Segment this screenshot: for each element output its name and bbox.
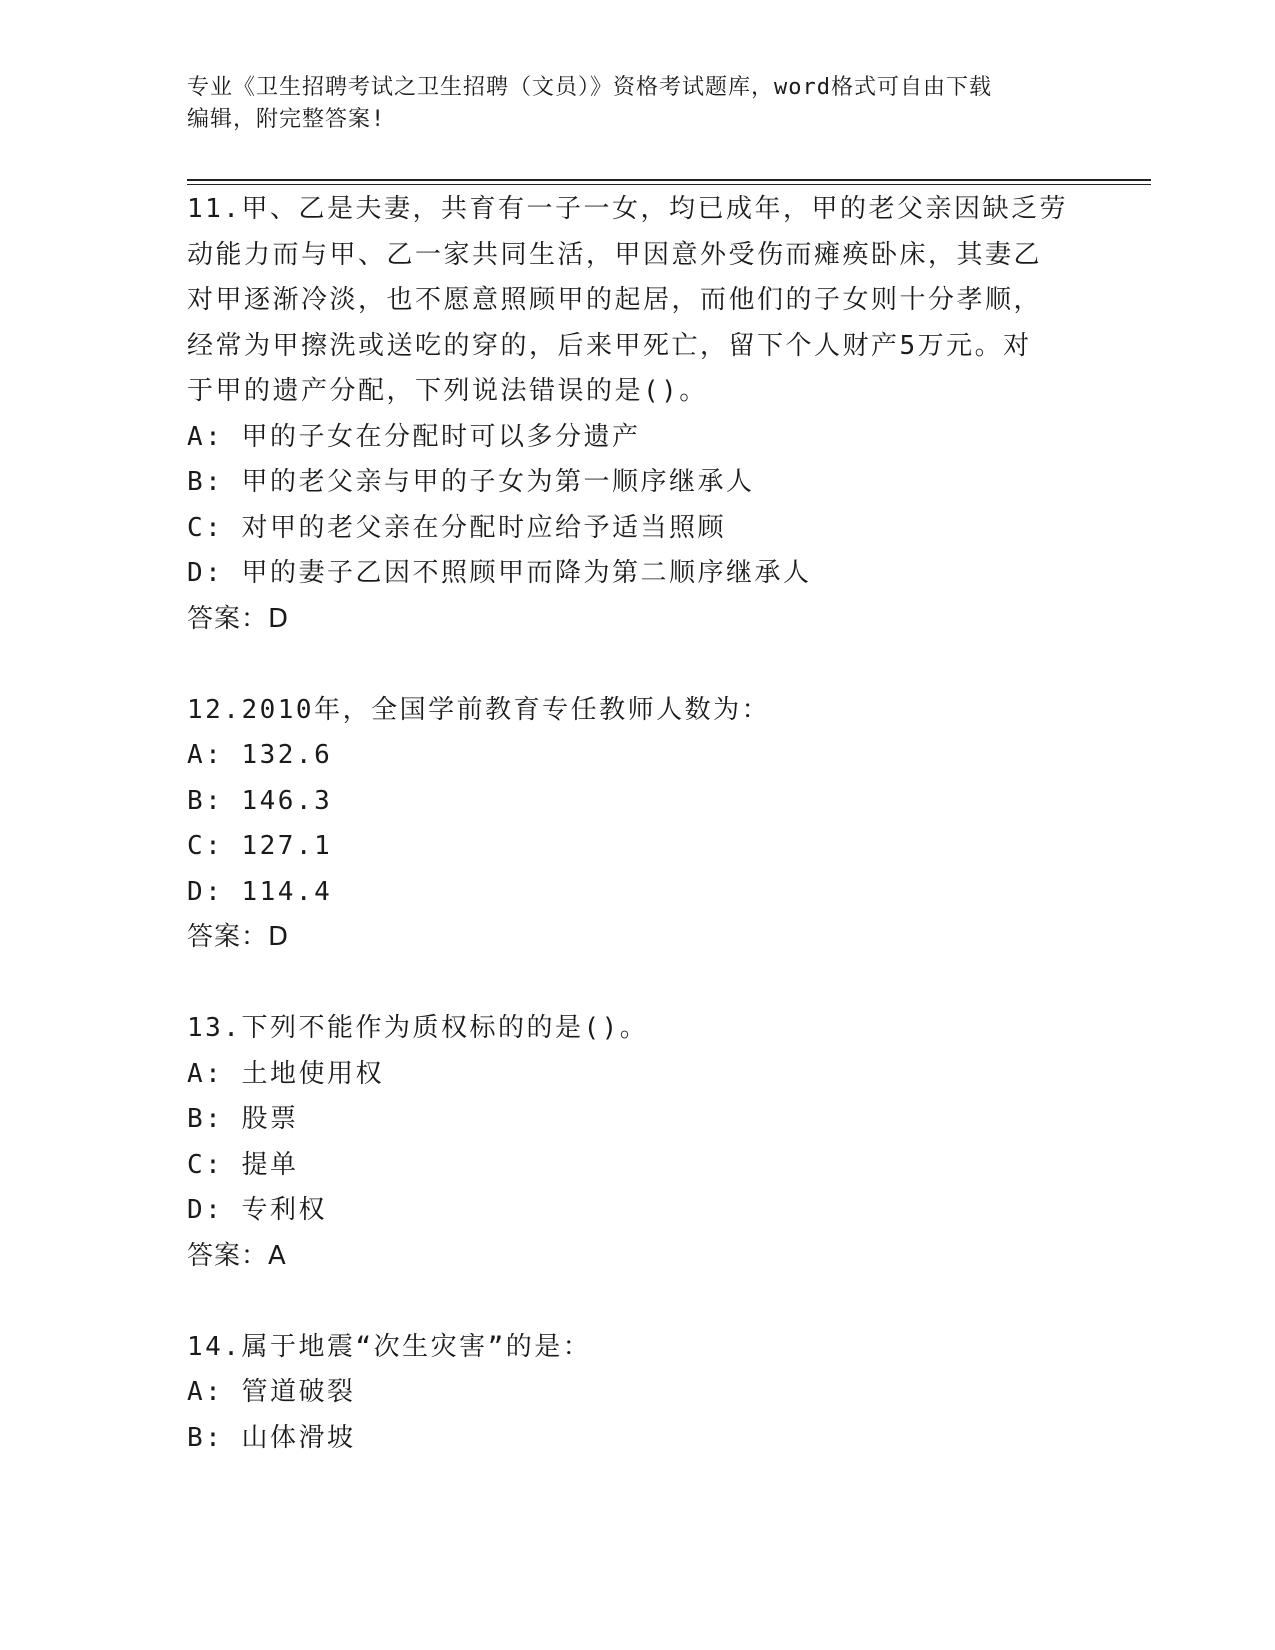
answer-line: 答案：A: [187, 1240, 287, 1271]
question-11: [187, 187, 1087, 642]
answer-line: 答案：D: [187, 922, 290, 952]
option-a: A: 土地使用权: [187, 1058, 384, 1089]
question-stem-line: 经常为甲擦洗或送吃的穿的，后来甲死亡，留下个人财产5万元。对: [187, 330, 1032, 361]
option-c: C: 提单: [187, 1149, 299, 1180]
header-line-1: 专业《卫生招聘考试之卫生招聘（文员）》资格考试题库，word格式可自由下载: [187, 75, 992, 100]
question-stem-line: 动能力而与甲、乙一家共同生活，甲因意外受伤而瘫痪卧床，其妻乙: [187, 239, 1043, 270]
option-d: D: 专利权: [187, 1195, 327, 1225]
question-stem-line: 对甲逐渐冷淡，也不愿意照顾甲的起居，而他们的子女则十分孝顺，: [187, 285, 1043, 315]
option-d: D: 114.4: [187, 876, 333, 907]
question-14: [187, 1325, 1087, 1462]
question-13: [187, 1006, 1087, 1279]
answer-line: 答案：D: [187, 603, 290, 634]
option-b: B: 甲的老父亲与甲的子女为第一顺序继承人: [187, 467, 755, 497]
option-c: C: 对甲的老父亲在分配时应给予适当照顾: [187, 512, 726, 543]
option-a: A: 132.6: [187, 740, 333, 770]
option-b: B: 146.3: [187, 785, 333, 816]
question-stem-line: 于甲的遗产分配，下列说法错误的是()。: [187, 376, 708, 406]
option-c: C: 127.1: [187, 831, 333, 861]
option-b: B: 股票: [187, 1104, 299, 1134]
question-12: [187, 688, 1087, 961]
question-stem-line: 12.2010年，全国学前教育专任教师人数为：: [187, 694, 771, 725]
header-divider-thick: [187, 179, 1151, 181]
header-line-2: 编辑，附完整答案!: [187, 107, 386, 132]
option-a: A: 甲的子女在分配时可以多分遗产: [187, 421, 641, 452]
option-d: D: 甲的妻子乙因不照顾甲而降为第二顺序继承人: [187, 558, 812, 588]
question-stem-line: 13.下列不能作为质权标的的是()。: [187, 1013, 649, 1043]
header-divider-thin: [187, 184, 1151, 185]
question-stem-line: 14.属于地震“次生灾害”的是：: [187, 1331, 592, 1362]
document-header: [187, 72, 1087, 136]
question-list: [187, 187, 1087, 1461]
question-stem-line: 11.甲、乙是夫妻，共育有一子一女，均已成年，甲的老父亲因缺乏劳: [187, 194, 1068, 224]
option-a: A: 管道破裂: [187, 1377, 356, 1407]
option-b: B: 山体滑坡: [187, 1422, 356, 1453]
